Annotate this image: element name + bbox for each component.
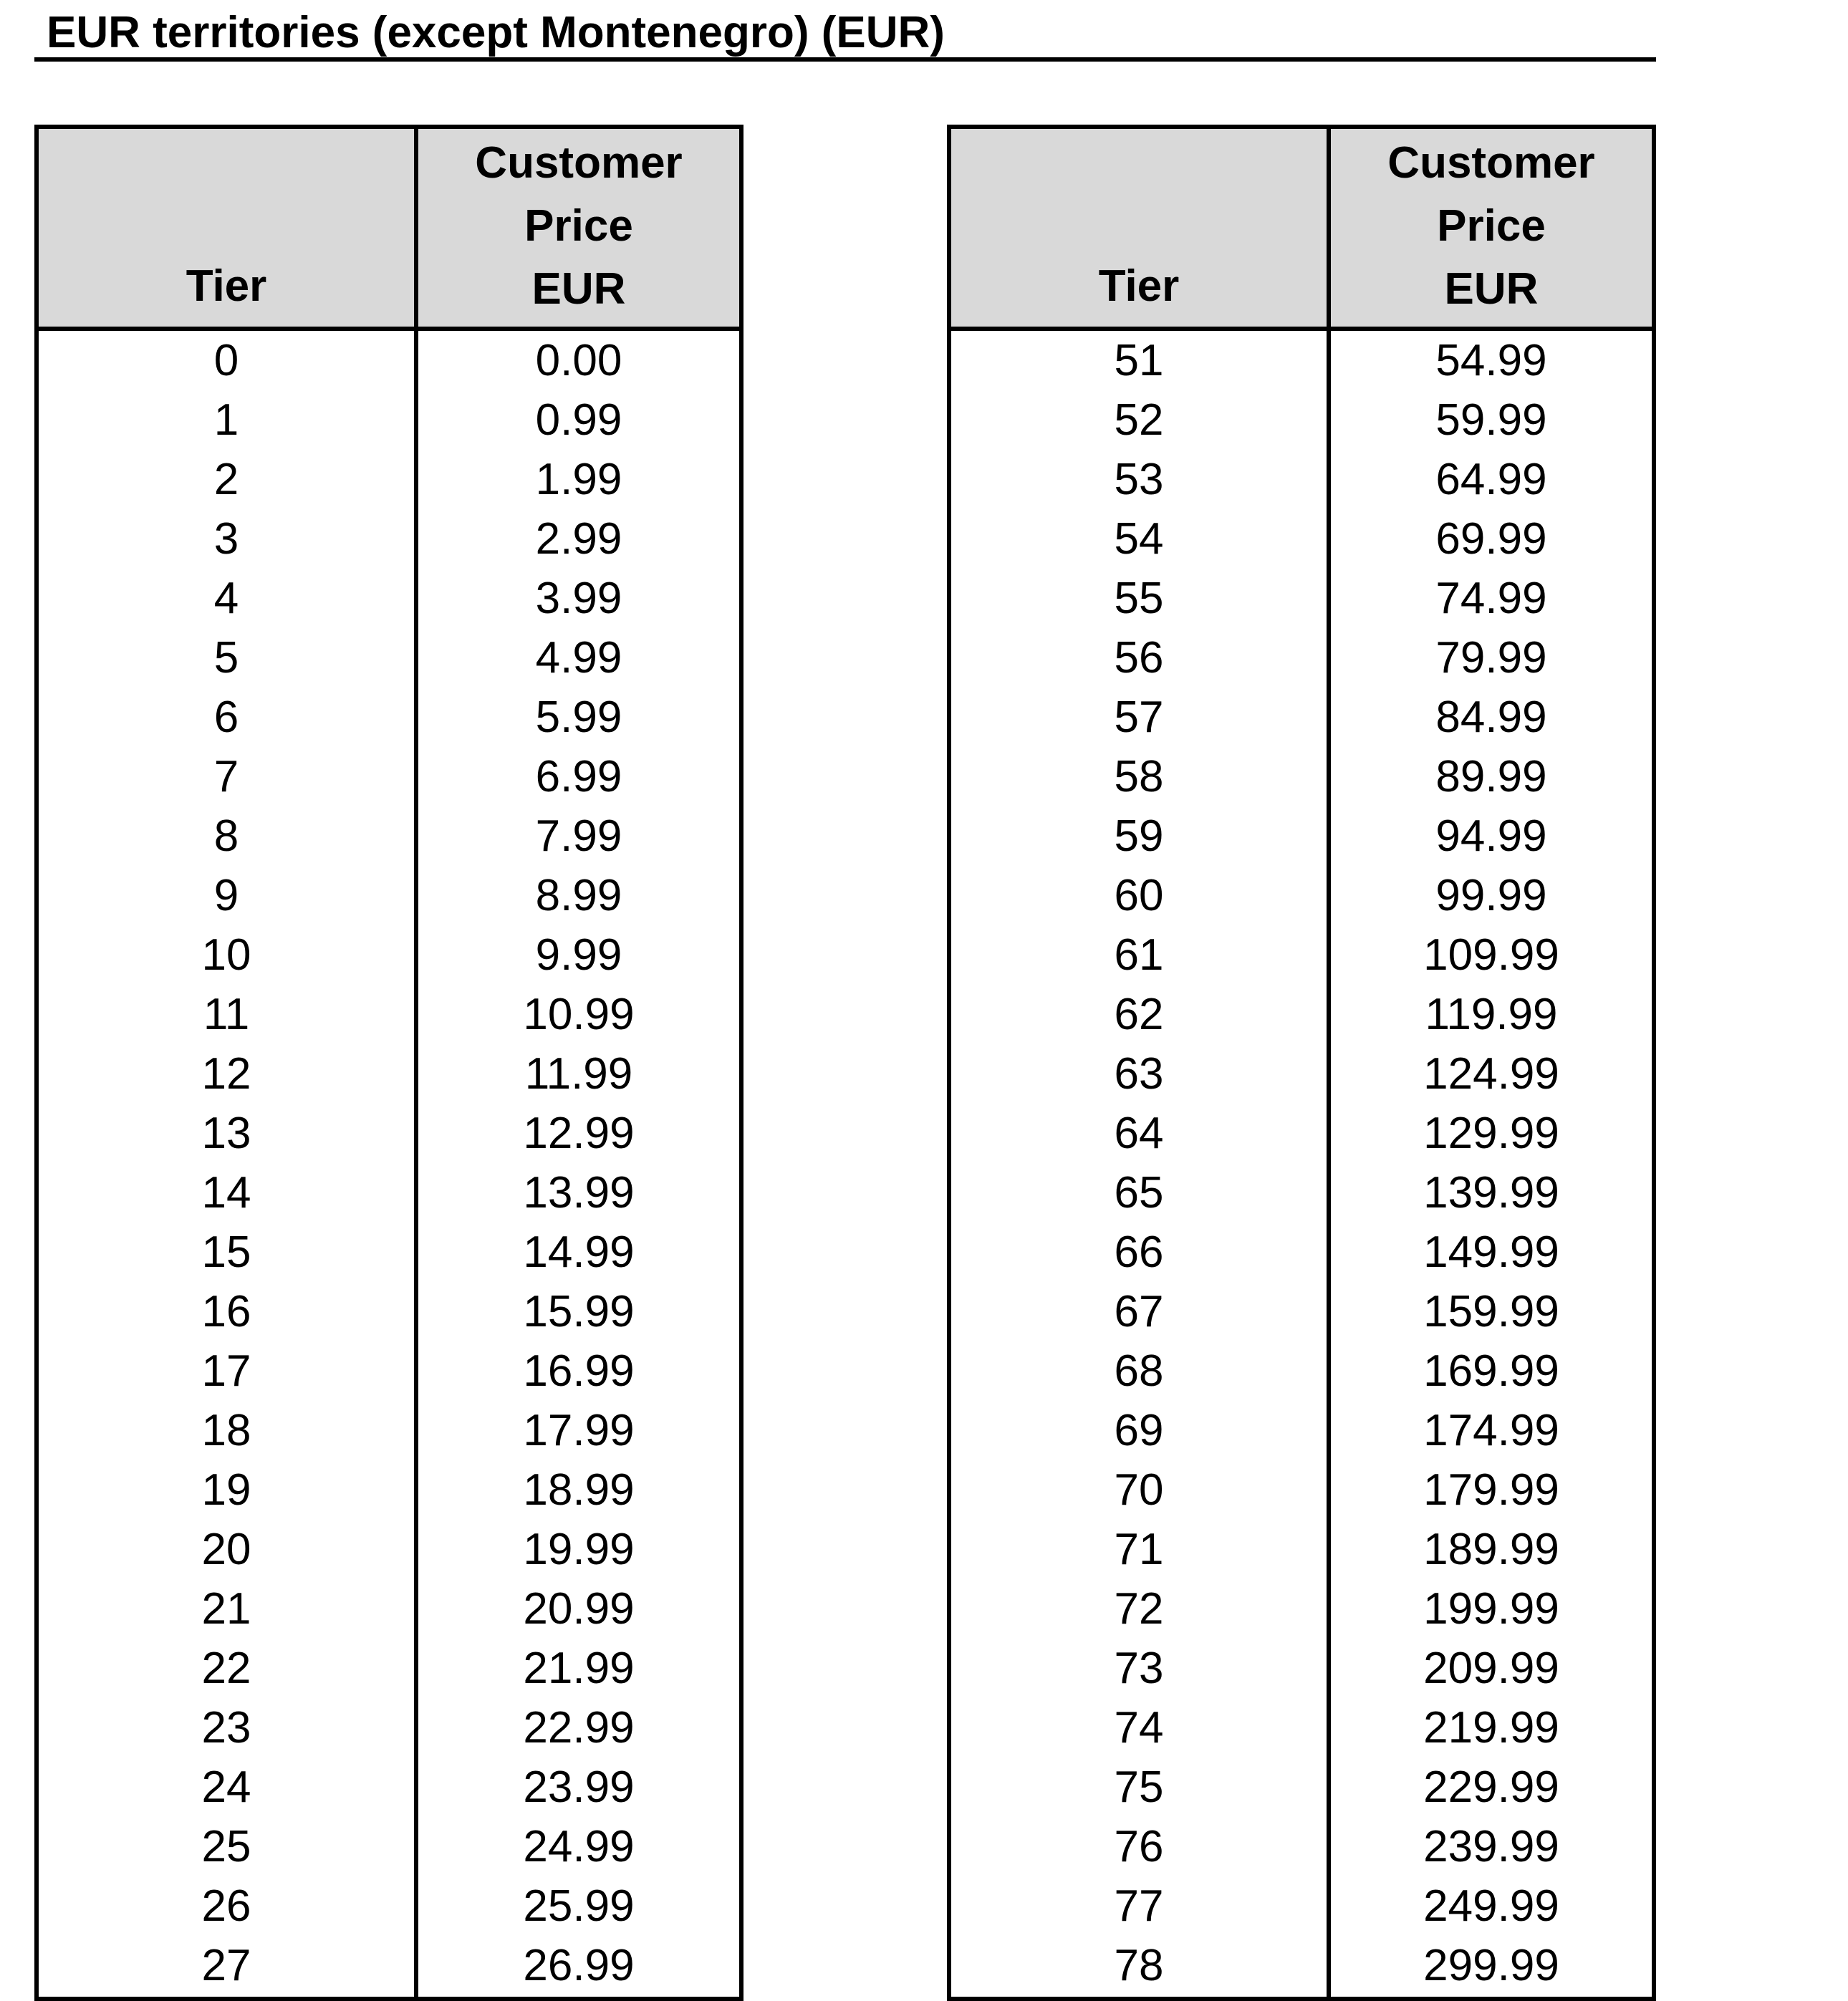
tier-cell: 76 xyxy=(1114,1822,1164,1871)
price-cell: 15.99 xyxy=(523,1287,635,1336)
price-cell: 299.99 xyxy=(1423,1941,1559,1990)
table-row xyxy=(39,1104,739,1163)
tier-cell: 64 xyxy=(1114,1109,1164,1158)
price-cell: 11.99 xyxy=(524,1049,633,1099)
table-row xyxy=(951,1757,1652,1817)
table-row xyxy=(39,390,739,450)
tier-cell: 78 xyxy=(1114,1941,1164,1990)
price-column-header xyxy=(1331,129,1652,321)
price-cell: 64.99 xyxy=(1435,455,1547,504)
price-cell: 13.99 xyxy=(523,1168,635,1218)
price-cell: 1.99 xyxy=(535,455,622,504)
price-table-left xyxy=(34,125,743,2001)
table-row xyxy=(39,1936,739,1995)
tier-cell: 67 xyxy=(1114,1287,1164,1336)
price-cell: 119.99 xyxy=(1425,990,1558,1039)
price-header-line-1: Customer xyxy=(1387,138,1595,188)
table-row xyxy=(951,1104,1652,1163)
table-row xyxy=(951,450,1652,509)
tier-cell: 19 xyxy=(201,1465,251,1515)
table-row xyxy=(39,1460,739,1520)
tier-cell: 69 xyxy=(1114,1406,1164,1455)
price-cell: 18.99 xyxy=(523,1465,635,1515)
table-row xyxy=(951,569,1652,628)
table-row xyxy=(951,688,1652,747)
table-row xyxy=(951,925,1652,985)
tier-cell: 14 xyxy=(201,1168,251,1218)
table-row xyxy=(951,1460,1652,1520)
tier-cell: 58 xyxy=(1114,752,1164,801)
price-column-header xyxy=(418,129,739,321)
table-row xyxy=(39,806,739,866)
table-row xyxy=(951,628,1652,688)
price-cell: 74.99 xyxy=(1435,574,1547,623)
table-body xyxy=(39,331,739,1995)
price-cell: 6.99 xyxy=(535,752,622,801)
price-table-right xyxy=(947,125,1656,2001)
tier-cell: 17 xyxy=(201,1346,251,1396)
price-cell: 179.99 xyxy=(1423,1465,1559,1515)
tier-cell: 53 xyxy=(1114,455,1164,504)
tier-cell: 27 xyxy=(201,1941,251,1990)
price-cell: 2.99 xyxy=(535,514,622,564)
tier-cell: 11 xyxy=(203,990,250,1039)
tier-column-header: Tier xyxy=(186,261,267,311)
tier-cell: 22 xyxy=(201,1644,251,1693)
price-cell: 17.99 xyxy=(523,1406,635,1455)
table-row xyxy=(39,569,739,628)
tier-cell: 72 xyxy=(1114,1584,1164,1634)
table-row xyxy=(39,1401,739,1460)
price-cell: 4.99 xyxy=(535,633,622,683)
tier-cell: 75 xyxy=(1114,1763,1164,1812)
table-row xyxy=(39,331,739,390)
tier-cell: 12 xyxy=(201,1049,251,1099)
price-cell: 219.99 xyxy=(1423,1703,1559,1752)
price-cell: 20.99 xyxy=(523,1584,635,1634)
table-row xyxy=(951,866,1652,925)
tier-cell: 3 xyxy=(213,514,239,564)
tier-cell: 57 xyxy=(1114,693,1164,742)
tier-cell: 51 xyxy=(1114,336,1164,385)
table-row xyxy=(951,1579,1652,1639)
price-cell: 25.99 xyxy=(523,1881,635,1931)
table-row xyxy=(951,1341,1652,1401)
price-cell: 16.99 xyxy=(523,1346,635,1396)
table-row xyxy=(39,866,739,925)
table-row xyxy=(951,1282,1652,1341)
tier-cell: 10 xyxy=(201,930,251,980)
table-row xyxy=(951,985,1652,1044)
price-cell: 12.99 xyxy=(523,1109,635,1158)
price-cell: 159.99 xyxy=(1423,1287,1559,1336)
table-row xyxy=(39,1698,739,1757)
price-cell: 8.99 xyxy=(535,871,622,920)
tier-cell: 68 xyxy=(1114,1346,1164,1396)
price-cell: 69.99 xyxy=(1435,514,1547,564)
table-row xyxy=(39,1341,739,1401)
tier-cell: 2 xyxy=(213,455,239,504)
tier-cell: 71 xyxy=(1114,1525,1164,1574)
table-row xyxy=(951,1401,1652,1460)
tier-cell: 55 xyxy=(1114,574,1164,623)
price-cell: 23.99 xyxy=(523,1763,635,1812)
table-row xyxy=(951,1163,1652,1223)
tier-cell: 65 xyxy=(1114,1168,1164,1218)
tier-cell: 23 xyxy=(201,1703,251,1752)
table-row xyxy=(39,747,739,806)
tier-cell: 70 xyxy=(1114,1465,1164,1515)
column-divider xyxy=(414,129,418,1997)
table-row xyxy=(951,747,1652,806)
price-cell: 19.99 xyxy=(523,1525,635,1574)
price-cell: 109.99 xyxy=(1423,930,1559,980)
table-row xyxy=(39,925,739,985)
table-header xyxy=(951,129,1652,331)
table-row xyxy=(39,1817,739,1876)
price-cell: 209.99 xyxy=(1423,1644,1559,1693)
tier-cell: 63 xyxy=(1114,1049,1164,1099)
price-cell: 21.99 xyxy=(523,1644,635,1693)
tier-cell: 56 xyxy=(1114,633,1164,683)
page-title: EUR territories (except Montenegro) (EUR) xyxy=(47,8,945,57)
price-header-line-2: Price xyxy=(524,201,633,251)
table-row xyxy=(39,1520,739,1579)
price-cell: 124.99 xyxy=(1423,1049,1559,1099)
table-row xyxy=(39,688,739,747)
price-cell: 54.99 xyxy=(1435,336,1547,385)
tier-cell: 18 xyxy=(201,1406,251,1455)
table-row xyxy=(39,1282,739,1341)
table-row xyxy=(951,1876,1652,1936)
price-cell: 229.99 xyxy=(1423,1763,1559,1812)
price-cell: 79.99 xyxy=(1435,633,1547,683)
price-header-line-2: Price xyxy=(1437,201,1546,251)
price-cell: 0.00 xyxy=(535,336,622,385)
tier-cell: 25 xyxy=(201,1822,251,1871)
tier-cell: 61 xyxy=(1114,930,1164,980)
price-cell: 24.99 xyxy=(523,1822,635,1871)
table-body xyxy=(951,331,1652,1995)
table-row xyxy=(951,1698,1652,1757)
tier-cell: 9 xyxy=(213,871,239,920)
table-row xyxy=(39,1757,739,1817)
tier-cell: 6 xyxy=(213,693,239,742)
table-row xyxy=(951,1223,1652,1282)
price-cell: 84.99 xyxy=(1435,693,1547,742)
table-row xyxy=(39,450,739,509)
table-row xyxy=(39,1876,739,1936)
tier-cell: 60 xyxy=(1114,871,1164,920)
price-cell: 7.99 xyxy=(535,811,622,861)
price-cell: 189.99 xyxy=(1423,1525,1559,1574)
price-cell: 139.99 xyxy=(1423,1168,1559,1218)
table-row xyxy=(951,1936,1652,1995)
price-cell: 9.99 xyxy=(535,930,622,980)
tier-cell: 52 xyxy=(1114,395,1164,445)
tier-cell: 15 xyxy=(201,1228,251,1277)
tier-cell: 21 xyxy=(201,1584,251,1634)
table-row xyxy=(39,1163,739,1223)
table-row xyxy=(39,628,739,688)
tier-column-header: Tier xyxy=(1098,261,1180,311)
tier-cell: 0 xyxy=(213,336,239,385)
tier-cell: 5 xyxy=(213,633,239,683)
price-cell: 5.99 xyxy=(535,693,622,742)
table-row xyxy=(951,331,1652,390)
table-row xyxy=(951,806,1652,866)
table-row xyxy=(39,985,739,1044)
tier-cell: 24 xyxy=(201,1763,251,1812)
table-row xyxy=(39,1044,739,1104)
title-underline xyxy=(34,57,1656,62)
tier-cell: 73 xyxy=(1114,1644,1164,1693)
price-cell: 99.99 xyxy=(1435,871,1547,920)
table-row xyxy=(951,1639,1652,1698)
price-cell: 249.99 xyxy=(1423,1881,1559,1931)
price-header-line-3: EUR xyxy=(1444,264,1539,314)
price-cell: 22.99 xyxy=(523,1703,635,1752)
table-row xyxy=(39,1579,739,1639)
table-row xyxy=(951,1044,1652,1104)
price-cell: 3.99 xyxy=(535,574,622,623)
tier-cell: 4 xyxy=(213,574,239,623)
price-cell: 59.99 xyxy=(1435,395,1547,445)
price-cell: 0.99 xyxy=(535,395,622,445)
price-cell: 129.99 xyxy=(1423,1109,1559,1158)
tier-cell: 26 xyxy=(201,1881,251,1931)
price-header-line-3: EUR xyxy=(531,264,626,314)
table-row xyxy=(951,509,1652,569)
tier-cell: 16 xyxy=(201,1287,251,1336)
tier-cell: 20 xyxy=(201,1525,251,1574)
tier-cell: 54 xyxy=(1114,514,1164,564)
table-row xyxy=(39,509,739,569)
tier-cell: 8 xyxy=(213,811,239,861)
tier-cell: 7 xyxy=(213,752,239,801)
price-cell: 14.99 xyxy=(523,1228,635,1277)
price-cell: 199.99 xyxy=(1423,1584,1559,1634)
table-row xyxy=(39,1639,739,1698)
table-header xyxy=(39,129,739,331)
tier-cell: 77 xyxy=(1114,1881,1164,1931)
table-row xyxy=(951,1520,1652,1579)
price-cell: 169.99 xyxy=(1423,1346,1559,1396)
price-cell: 174.99 xyxy=(1423,1406,1559,1455)
price-cell: 10.99 xyxy=(523,990,635,1039)
table-row xyxy=(951,390,1652,450)
tier-cell: 59 xyxy=(1114,811,1164,861)
table-row xyxy=(951,1817,1652,1876)
price-cell: 94.99 xyxy=(1435,811,1547,861)
tier-cell: 62 xyxy=(1114,990,1164,1039)
price-cell: 89.99 xyxy=(1435,752,1547,801)
table-row xyxy=(39,1223,739,1282)
price-cell: 149.99 xyxy=(1423,1228,1559,1277)
tier-cell: 74 xyxy=(1114,1703,1164,1752)
tier-cell: 66 xyxy=(1114,1228,1164,1277)
tier-cell: 1 xyxy=(213,395,239,445)
tier-cell: 13 xyxy=(201,1109,251,1158)
price-cell: 26.99 xyxy=(523,1941,635,1990)
price-cell: 239.99 xyxy=(1423,1822,1559,1871)
price-header-line-1: Customer xyxy=(475,138,683,188)
column-divider xyxy=(1327,129,1331,1997)
